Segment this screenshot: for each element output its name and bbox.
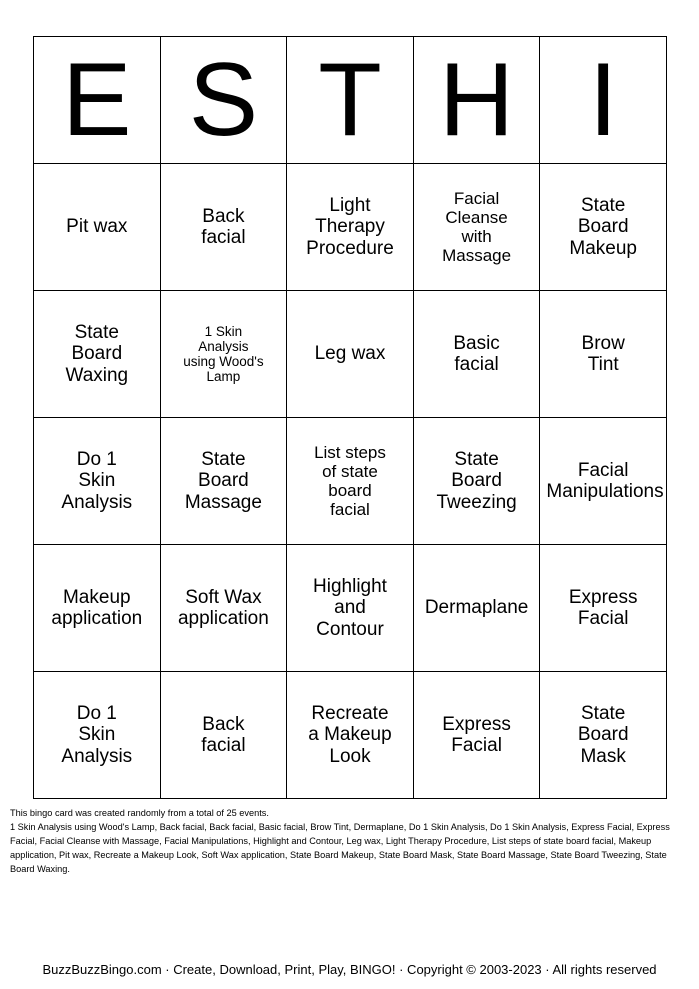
bingo-cell-line: Soft Wax (185, 586, 262, 608)
bingo-cell-line: application (51, 608, 143, 629)
bingo-cell-line: Dermaplane (424, 597, 529, 619)
bingo-cell-line: Analysis (61, 491, 133, 513)
bingo-cell (413, 418, 540, 545)
bingo-cell-line: facial (454, 354, 499, 375)
bingo-card (33, 36, 667, 799)
bingo-row (34, 418, 667, 545)
bingo-row (34, 545, 667, 672)
bingo-cell (160, 291, 287, 418)
bingo-cell-line: Do 1 (76, 702, 117, 724)
bingo-cell-line: State (201, 448, 246, 470)
bingo-cell (34, 672, 161, 799)
bingo-cell (540, 164, 667, 291)
bingo-cell (287, 545, 414, 672)
bingo-cell-line: with (461, 227, 492, 246)
bingo-cell (413, 545, 540, 672)
bingo-cell-line: Board (198, 470, 249, 492)
bingo-cell-line: Skin (78, 724, 116, 746)
bingo-cell (540, 418, 667, 545)
description-intro: This bingo card was created randomly from a total of 25 events. (10, 808, 269, 818)
bingo-cell-line: Waxing (65, 364, 129, 386)
bingo-header-letter: E (34, 37, 161, 164)
bingo-cell-line: Massage (442, 246, 512, 266)
bingo-cell-line: 1 Skin (204, 323, 243, 339)
bingo-cell-line: Brow (581, 332, 625, 354)
description-events: 1 Skin Analysis using Wood's Lamp, Back facial, Back facial, Basic facial, Brow Tint, Dermaplane, Do 1 Skin Analysis, Do 1 Skin Analysis, Express Facial, Express Facial, Facial Cleanse with Massage, Facial Manipulations, Highlight and Contour, Leg wax, Light Therapy Procedure, List steps of state board facial, Makeup application, Pit wax, Recreate a Makeup Look, Soft Wax application, State Board Makeup, State Board Mask, State Board Massage, State Board Tweezing, State Board Waxing. (10, 822, 670, 874)
bingo-cell-line: Light (329, 194, 371, 216)
bingo-cell (34, 291, 161, 418)
bingo-cell-line: Contour (316, 618, 384, 640)
bingo-cell (287, 672, 414, 799)
bingo-cell-line: Board (451, 470, 502, 492)
bingo-cell-line: Basic (453, 332, 500, 354)
bingo-cell-line: using Wood's (183, 354, 264, 369)
bingo-cell-line: of state (322, 461, 378, 481)
bingo-header-letter: H (413, 37, 540, 164)
bingo-cell-line: application (177, 608, 269, 629)
bingo-cell (413, 672, 540, 799)
bingo-cell-line: facial (330, 500, 370, 520)
bingo-header-letter: S (160, 37, 287, 164)
bingo-header-row (34, 37, 667, 164)
bingo-cell-line: Back (202, 713, 245, 735)
bingo-cell-line: Facial (453, 188, 500, 208)
bingo-cell-line: Procedure (306, 237, 394, 259)
bingo-cell-line: List steps (314, 442, 386, 462)
bingo-cell-line: Highlight (313, 575, 387, 597)
bingo-cell-line: facial (201, 735, 246, 756)
bingo-cell-line: Facial (577, 459, 629, 481)
bingo-row (34, 672, 667, 799)
bingo-cell-line: Massage (184, 491, 262, 513)
card-description (10, 806, 690, 876)
bingo-cell-line: Mask (580, 745, 626, 767)
bingo-cell-line: a Makeup (308, 724, 392, 746)
bingo-cell (540, 672, 667, 799)
bingo-cell-line: Analysis (198, 338, 249, 354)
bingo-cell (34, 545, 161, 672)
bingo-cell-line: Express (568, 586, 638, 608)
bingo-cell-line: Tint (587, 354, 619, 375)
bingo-cell-line: Board (577, 724, 629, 746)
bingo-cell-line: State (581, 702, 626, 724)
bingo-cell (34, 164, 161, 291)
bingo-cell (287, 418, 414, 545)
bingo-cell-line: State (454, 448, 499, 470)
bingo-cell-line: Makeup (62, 586, 131, 608)
bingo-cell-line: Board (577, 216, 629, 238)
bingo-header-letter: I (540, 37, 667, 164)
bingo-cell-line: Do 1 (76, 448, 117, 470)
bingo-cell-line: Look (329, 745, 371, 767)
bingo-cell-line: facial (201, 227, 246, 248)
bingo-cell-line: Analysis (61, 745, 133, 767)
bingo-cell-line: Lamp (206, 369, 241, 385)
bingo-cell (287, 164, 414, 291)
bingo-cell (160, 545, 287, 672)
bingo-cell (413, 164, 540, 291)
bingo-cell-line: Leg wax (314, 343, 386, 365)
bingo-cell-line: Facial (451, 735, 502, 756)
bingo-cell (413, 291, 540, 418)
bingo-cell (34, 418, 161, 545)
bingo-cell-line: Pit wax (66, 216, 128, 238)
bingo-cell (540, 291, 667, 418)
bingo-cell (540, 545, 667, 672)
bingo-cell (160, 672, 287, 799)
bingo-cell-line: Skin (78, 470, 116, 492)
bingo-cell-line: Manipulations (546, 481, 664, 502)
bingo-cell-line: Therapy (315, 216, 385, 238)
bingo-cell (160, 418, 287, 545)
bingo-cell-line: Recreate (311, 702, 389, 724)
bingo-cell-line: Makeup (569, 237, 637, 259)
bingo-cell-line: Cleanse (445, 207, 508, 227)
site-footer: BuzzBuzzBingo.com · Create, Download, Print, Play, BINGO! · Copyright © 2003-2023 · All rights reserved (42, 962, 657, 977)
bingo-cell-line: Tweezing (436, 491, 517, 513)
bingo-header-letter: T (287, 37, 414, 164)
bingo-cell-line: board (328, 481, 372, 500)
bingo-row (34, 164, 667, 291)
bingo-cell (287, 291, 414, 418)
bingo-cell (160, 164, 287, 291)
bingo-cell-line: State (74, 321, 119, 343)
bingo-cell-line: Back (202, 205, 245, 227)
bingo-cell-line: State (581, 194, 626, 216)
bingo-cell-line: Express (442, 713, 511, 735)
bingo-cell-line: Facial (577, 608, 629, 629)
bingo-cell-line: Board (71, 343, 123, 365)
bingo-cell-line: and (334, 597, 366, 619)
bingo-row (34, 291, 667, 418)
